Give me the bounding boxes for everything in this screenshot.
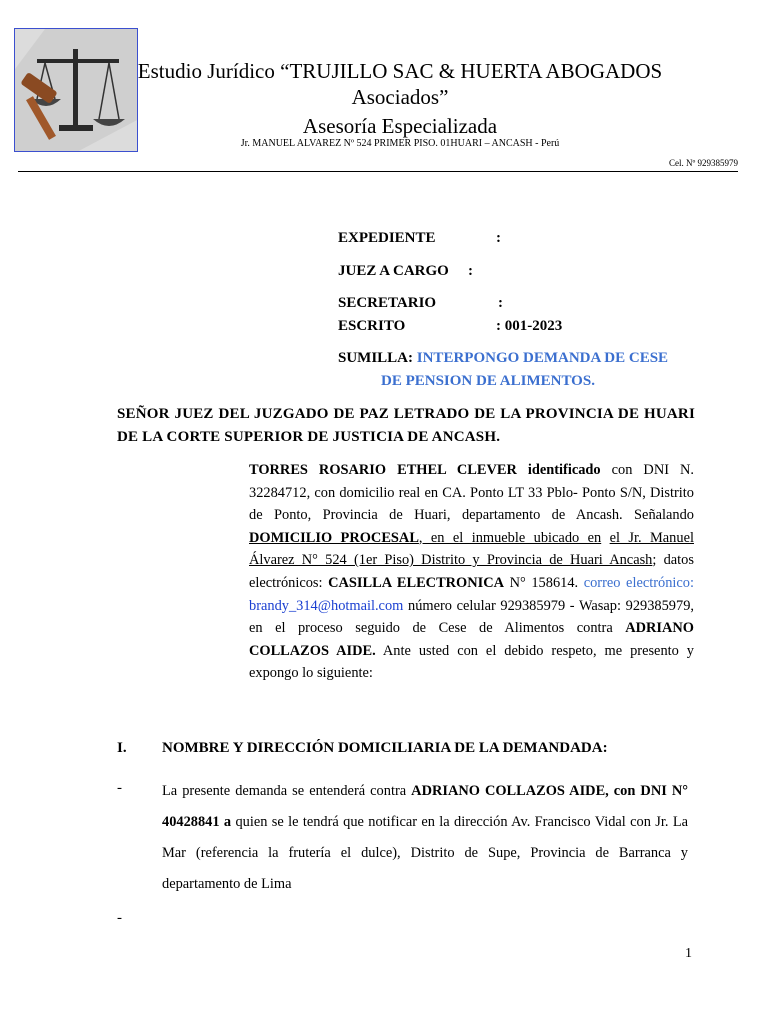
intro-text-3 [601, 530, 609, 546]
field-expediente [338, 230, 501, 247]
page-number: 1 [685, 946, 692, 961]
section-title: NOMBRE Y DIRECCIÓN DOMICILIARIA DE LA DEMANDADA: [162, 740, 608, 756]
field-juez [338, 263, 473, 280]
escrito-value: : 001-2023 [496, 318, 563, 334]
firm-name-line2: Asociados” [351, 85, 449, 109]
firm-name-line1: Estudio Jurídico “TRUJILLO SAC & HUERTA ABOGADOS [137, 59, 663, 83]
secretario-label: SECRETARIO [338, 295, 437, 311]
casilla-electronica: CASILLA ELECTRONICA [328, 574, 505, 591]
intro-text-4: ; datos electrónicos: [249, 552, 694, 591]
intro-text-5: N° 158614. [504, 574, 584, 591]
domicilio-procesal: DOMICILIO PROCESAL [249, 529, 419, 546]
juez-separator: : [468, 263, 473, 279]
field-escrito [338, 318, 562, 335]
defendant-id: ADRIANO COLLAZOS AIDE, con DNI N° 40428841 a [162, 783, 688, 830]
intro-text-2: , en el inmueble ubicado en [418, 529, 602, 546]
intro-text-6: número celular 929385979 - Wasap: 929385979, en el proceso seguido de Cese de Alimentos contra [249, 597, 694, 637]
section-text-1: La presente demanda se entenderá contra [162, 783, 412, 799]
email-link[interactable]: brandy_314@hotmail.com [249, 597, 404, 614]
field-secretario [338, 295, 503, 312]
expediente-separator: : [496, 230, 501, 246]
section-number: I. [117, 740, 127, 756]
sumilla-line1: INTERPONGO DEMANDA DE CESE [416, 350, 669, 366]
header-divider [18, 171, 738, 172]
firm-phone: Cel. Nº 929385979 [668, 158, 738, 168]
sumilla [338, 347, 698, 393]
addressee: SEÑOR JUEZ DEL JUZGADO DE PAZ LETRADO DE LA PROVINCIA DE HUARI DE LA CORTE SUPERIOR DE JUSTICIA DE ANCASH. [117, 406, 695, 445]
bullet-dash: - [117, 780, 122, 796]
plaintiff-name: TORRES ROSARIO ETHEL CLEVER identificado [249, 462, 601, 478]
bullet-dash-2: - [117, 910, 122, 926]
procesal-address: el Jr. Manuel Álvarez N° 524 (1er Piso) Distrito y Provincia de Huari Ancash [249, 529, 694, 569]
section-text-2: quien se le tendrá que notificar en la dirección Av. Francisco Vidal con Jr. La Mar (referencia la frutería el dulce), Distrito de Supe, Provincia de Barranca y departamento de Lima [162, 814, 688, 892]
sumilla-label: SUMILLA: [338, 350, 414, 366]
firm-subtitle: Asesoría Especializada [302, 114, 498, 138]
intro-text-1: con DNI N. 32284712, con domicilio real en CA. Ponto LT 33 Pblo- Ponto S/N, Distrito de Ponto, Provincia de Huari, departamento de Ancash. Señalando [249, 462, 695, 524]
firm-name [90, 58, 710, 110]
correo-label: correo electrónico: [583, 574, 694, 591]
defendant-name: ADRIANO COLLAZOS AIDE. [249, 620, 694, 659]
escrito-label: ESCRITO [338, 318, 406, 334]
intro-text-7: Ante usted con el debido respeto, me presento y expongo lo siguiente: [249, 642, 694, 682]
sumilla-line2: DE PENSION DE ALIMENTOS. [381, 373, 595, 389]
secretario-separator: : [498, 295, 503, 311]
juez-label: JUEZ A CARGO [338, 263, 449, 279]
section-paragraph [162, 776, 688, 900]
expediente-label: EXPEDIENTE [338, 230, 436, 246]
firm-address: Jr. MANUEL ALVAREZ Nº 524 PRIMER PISO. 01HUARI – ANCASH - Perú [240, 138, 560, 149]
intro-paragraph [249, 459, 694, 685]
